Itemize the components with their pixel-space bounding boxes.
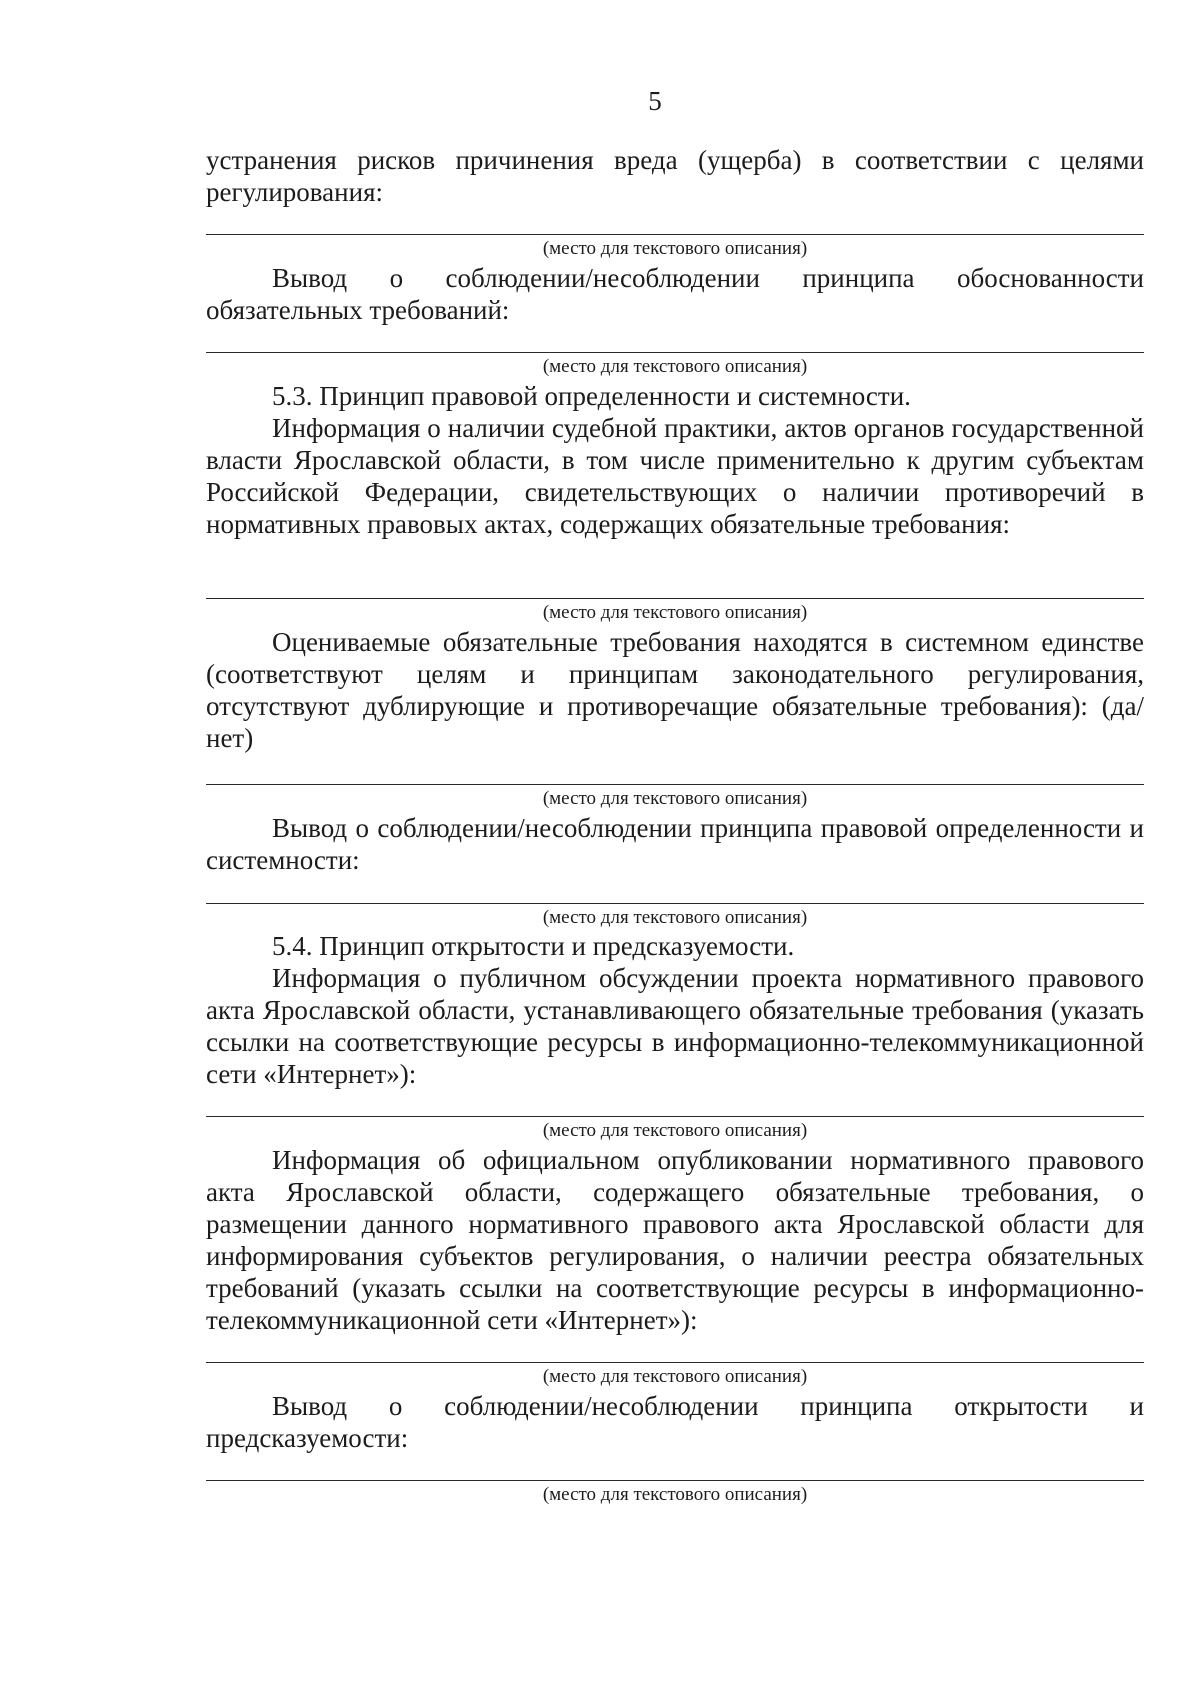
- paragraph-s54-conclusion: [206, 1390, 1144, 1454]
- paragraph-text: Вывод о соблюдении/несоблюдении принципа обоснованности обязательных требований:: [206, 263, 1144, 325]
- fill-in-caption: (место для текстового описания): [542, 1120, 808, 1141]
- section-5-3: [206, 380, 1144, 540]
- fill-in-line: [206, 1480, 1144, 1481]
- section-heading: 5.4. Принцип открытости и предсказуемости.: [272, 931, 795, 961]
- paragraph-text: Информация об официальном опубликовании нормативного правового акта Ярославской области, содержащего обязательные требования, о размещении данного нормативного правового акта Ярославской области для информирования субъектов регулирования, о наличии реестра обязательных требований (указать ссылки на соответствующие ресурсы в информационно-телекоммуникационной сети «Интернет»):: [206, 1145, 1144, 1335]
- page-number: 5: [648, 86, 662, 116]
- section-5-4: [206, 930, 1144, 1090]
- fill-in-line: [206, 598, 1144, 599]
- paragraph-text: Вывод о соблюдении/несоблюдении принципа открытости и предсказуемости:: [206, 1391, 1144, 1453]
- fill-in-caption: (место для текстового описания): [542, 907, 808, 928]
- section-heading: 5.3. Принцип правовой определенности и системности.: [272, 381, 911, 411]
- fill-in-caption: (место для текстового описания): [542, 602, 808, 623]
- paragraph-s52-continuation: [206, 144, 1144, 208]
- fill-in-line: [206, 234, 1144, 235]
- fill-in-line: [206, 352, 1144, 353]
- fill-in-line: [206, 1116, 1144, 1117]
- fill-in-line: [206, 784, 1144, 785]
- paragraph-text: Информация о наличии судебной практики, актов органов государственной власти Ярославской области, в том числе применительно к другим субъектам Российской Федерации, свидетельствующих о наличии противоречий в нормативных правовых актах, содержащих обязательные требования:: [206, 413, 1144, 539]
- paragraph-text: Оцениваемые обязательные требования находятся в системном единстве (соответствуют целям и принципам законодательного регулирования, отсутствуют дублирующие и противоречащие обязательные требования): (да/нет): [206, 627, 1144, 753]
- fill-in-caption: (место для текстового описания): [542, 238, 808, 259]
- paragraph-text: Информация о публичном обсуждении проекта нормативного правового акта Ярославской области, устанавливающего обязательные требования (указать ссылки на соответствующие ресурсы в информационно-телекоммуникационной сети «Интернет»):: [206, 963, 1144, 1089]
- fill-in-caption: (место для текстового описания): [542, 356, 808, 377]
- paragraph-text: устранения рисков причинения вреда (ущерба) в соответствии с целями регулирования:: [206, 145, 1144, 207]
- paragraph-s52-conclusion: [206, 262, 1144, 326]
- paragraph-s54-publication: [206, 1144, 1144, 1336]
- paragraph-text: Вывод о соблюдении/несоблюдении принципа правовой определенности и системности:: [206, 813, 1144, 875]
- fill-in-line: [206, 903, 1144, 904]
- fill-in-line: [206, 1362, 1144, 1363]
- paragraph-s53-assessed: [206, 626, 1144, 754]
- fill-in-caption: (место для текстового описания): [542, 1366, 808, 1387]
- fill-in-caption: (место для текстового описания): [542, 788, 808, 809]
- fill-in-caption: (место для текстового описания): [542, 1484, 808, 1505]
- paragraph-s53-conclusion: [206, 812, 1144, 876]
